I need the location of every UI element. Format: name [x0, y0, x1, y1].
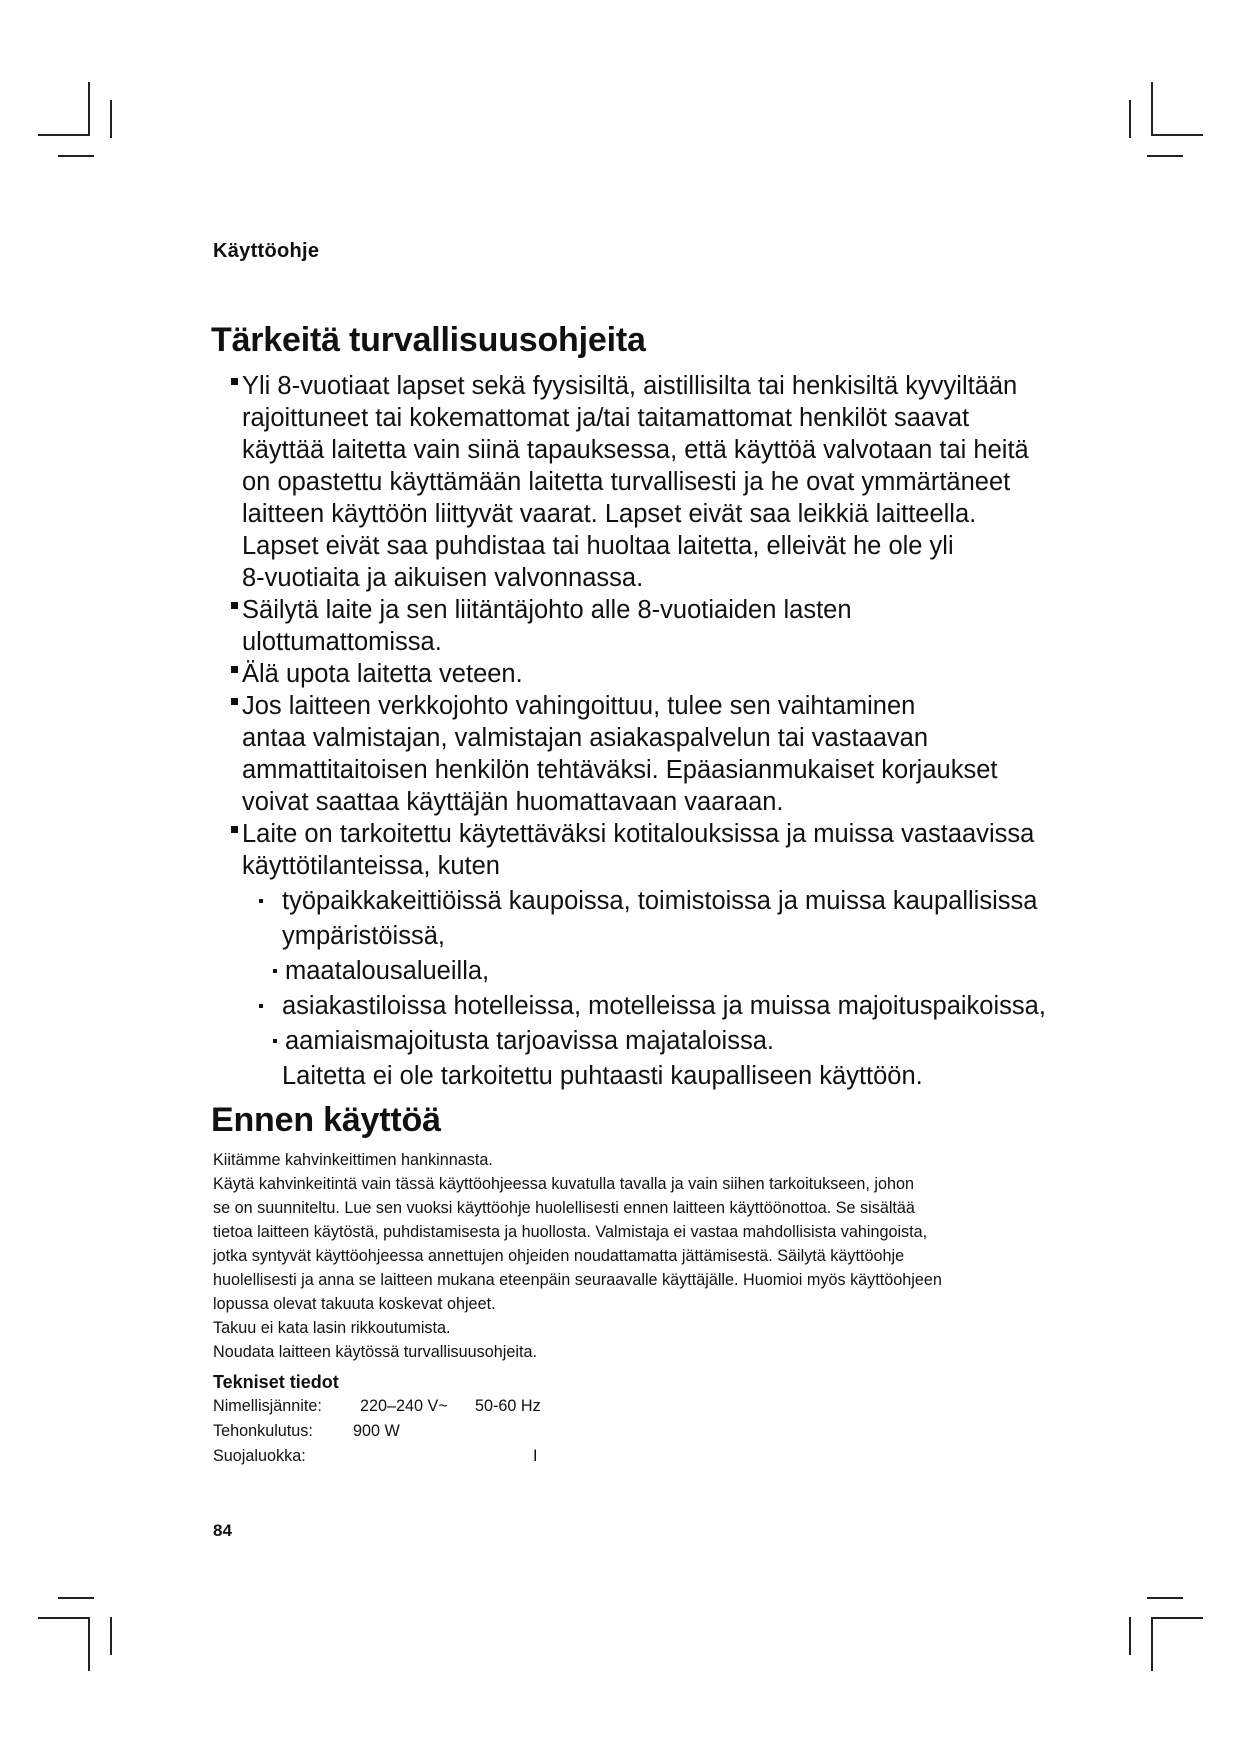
page-number: 84 [213, 1521, 232, 1540]
closing-text: Laitetta ei ole tarkoitettu puhtaasti kaupalliseen käyttöön. [282, 1062, 923, 1090]
bullet-square-icon [231, 826, 238, 833]
item-line: Älä upota laitetta veteen. [242, 660, 523, 688]
voltage-label: Nimellisjännite: [213, 1397, 322, 1415]
body-line: huolellisesti ja anna se laitteen mukana eteenpäin seuraavalle käyttäjälle. Huomioi myös käyttöohjeen [213, 1271, 942, 1289]
tech-row-class [213, 1444, 1083, 1469]
crop-mark [58, 155, 94, 157]
crop-mark [1147, 155, 1183, 157]
item-line: Säilytä laite ja sen liitäntäjohto alle 8-vuotiaiden lasten [242, 596, 852, 624]
body-line: jotka syntyvät käyttöohjeessa annettujen ohjeiden noudattamatta jättämisestä. Säilytä käyttöohje [213, 1247, 905, 1265]
crop-mark [1151, 1617, 1153, 1671]
crop-mark [38, 134, 90, 136]
class-value: I [533, 1447, 538, 1465]
sub-item-text: maatalousalueilla, [285, 957, 490, 985]
sub-item [242, 954, 1094, 989]
item-line: käyttää laitetta vain siinä tapauksessa, että käyttöä valvotaan tai heitä [242, 436, 1029, 464]
crop-mark [1129, 1617, 1131, 1655]
bullet-dot-icon [259, 1004, 263, 1008]
body-line: Takuu ei kata lasin rikkoutumista. [213, 1319, 451, 1337]
bullet-dot-icon [273, 1039, 277, 1043]
crop-mark [110, 100, 112, 138]
body-line: tietoa laitteen käytöstä, puhdistamisesta ja huollosta. Valmistaja ei vastaa mahdollisista vahingoista, [213, 1223, 928, 1241]
usage-sublist [242, 884, 1094, 1094]
bullet-dot-icon [273, 969, 277, 973]
item-line: ammattitaitoisen henkilön tehtäväksi. Epäasianmukaiset korjaukset [242, 756, 998, 784]
crop-mark [1151, 82, 1153, 136]
crop-mark [110, 1617, 112, 1655]
item-line: käyttötilanteissa, kuten [242, 852, 500, 880]
item-line: Jos laitteen verkkojohto vahingoittuu, tulee sen vaihtaminen [242, 692, 916, 720]
bullet-square-icon [231, 698, 238, 705]
item-line: antaa valmistajan, valmistajan asiakaspalvelun tai vastaavan [242, 724, 929, 752]
body-line: Kiitämme kahvinkeittimen hankinnasta. [213, 1151, 493, 1169]
frequency-value: 50-60 Hz [475, 1397, 541, 1415]
item-line: laitteen käyttöön liittyvät vaarat. Lapset eivät saa leikkiä laitteella. [242, 500, 977, 528]
bullet-square-icon [231, 602, 238, 609]
sub-item [242, 884, 1094, 919]
sub-item-text: ympäristöissä, [282, 922, 445, 950]
item-line: ulottumattomissa. [242, 628, 442, 656]
sub-item-text: aamiaismajoitusta tarjoavissa majataloissa. [285, 1027, 774, 1055]
closing-line [242, 1059, 1094, 1094]
crop-mark [88, 1617, 90, 1671]
safety-item [234, 818, 1094, 1094]
item-line: Laite on tarkoitettu käytettäväksi kotitalouksissa ja muissa vastaavissa [242, 820, 1035, 848]
before-use-title: Ennen käyttöä [211, 1101, 441, 1139]
crop-mark [1151, 1617, 1203, 1619]
tech-title: Tekniset tiedot [213, 1372, 339, 1392]
item-line: Lapset eivät saa puhdistaa tai huoltaa laitetta, elleivät he ole yli [242, 532, 954, 560]
safety-item [234, 658, 1094, 690]
safety-title: Tärkeitä turvallisuusohjeita [211, 321, 646, 359]
item-line: rajoittuneet tai kokemattomat ja/tai taitamattomat henkilöt saavat [242, 404, 970, 432]
crop-mark [38, 1617, 90, 1619]
body-line: Käytä kahvinkeitintä vain tässä käyttöohjeessa kuvatulla tavalla ja vain siihen tarkoitukseen, johon [213, 1175, 914, 1193]
item-line: voivat saattaa käyttäjän huomattavaan vaaraan. [242, 788, 784, 816]
bullet-dot-icon [259, 899, 263, 903]
sub-item [242, 989, 1094, 1024]
bullet-square-icon [231, 666, 238, 673]
safety-list [234, 370, 1094, 1094]
body-line: lopussa olevat takuuta koskevat ohjeet. [213, 1295, 496, 1313]
class-label: Suojaluokka: [213, 1447, 306, 1465]
body-line: se on suunniteltu. Lue sen vuoksi käyttöohje huolellisesti ennen laitteen käyttöönottoa. Se sisältää [213, 1199, 915, 1217]
item-line: 8-vuotiaita ja aikuisen valvonnassa. [242, 564, 644, 592]
before-use-body [213, 1148, 1083, 1469]
sub-item [242, 919, 1094, 954]
item-line: Yli 8-vuotiaat lapset sekä fyysisiltä, aistillisilta tai henkisiltä kyvyiltään [242, 372, 1018, 400]
crop-mark [88, 82, 90, 136]
safety-item [234, 594, 1094, 658]
voltage-value: 220–240 V~ [360, 1397, 448, 1415]
body-line: Noudata laitteen käytössä turvallisuusohjeita. [213, 1343, 537, 1361]
crop-mark [1147, 1597, 1183, 1599]
sub-item [242, 1024, 1094, 1059]
sub-item-text: asiakastiloissa hotelleissa, motelleissa ja muissa majoituspaikoissa, [282, 992, 1046, 1020]
sub-item-text: työpaikkakeittiöissä kaupoissa, toimistoissa ja muissa kaupallisissa [282, 887, 1038, 915]
safety-item [234, 690, 1094, 818]
safety-item [234, 370, 1094, 594]
tech-row-voltage [213, 1394, 1083, 1419]
crop-mark [58, 1597, 94, 1599]
tech-row-power [213, 1419, 1083, 1444]
crop-mark [1151, 134, 1203, 136]
bullet-square-icon [231, 378, 238, 385]
crop-mark [1129, 100, 1131, 138]
item-line: on opastettu käyttämään laitetta turvallisesti ja he ovat ymmärtäneet [242, 468, 1011, 496]
power-value: 900 W [353, 1422, 400, 1440]
section-label: Käyttöohje [213, 240, 320, 262]
power-label: Tehonkulutus: [213, 1422, 313, 1440]
